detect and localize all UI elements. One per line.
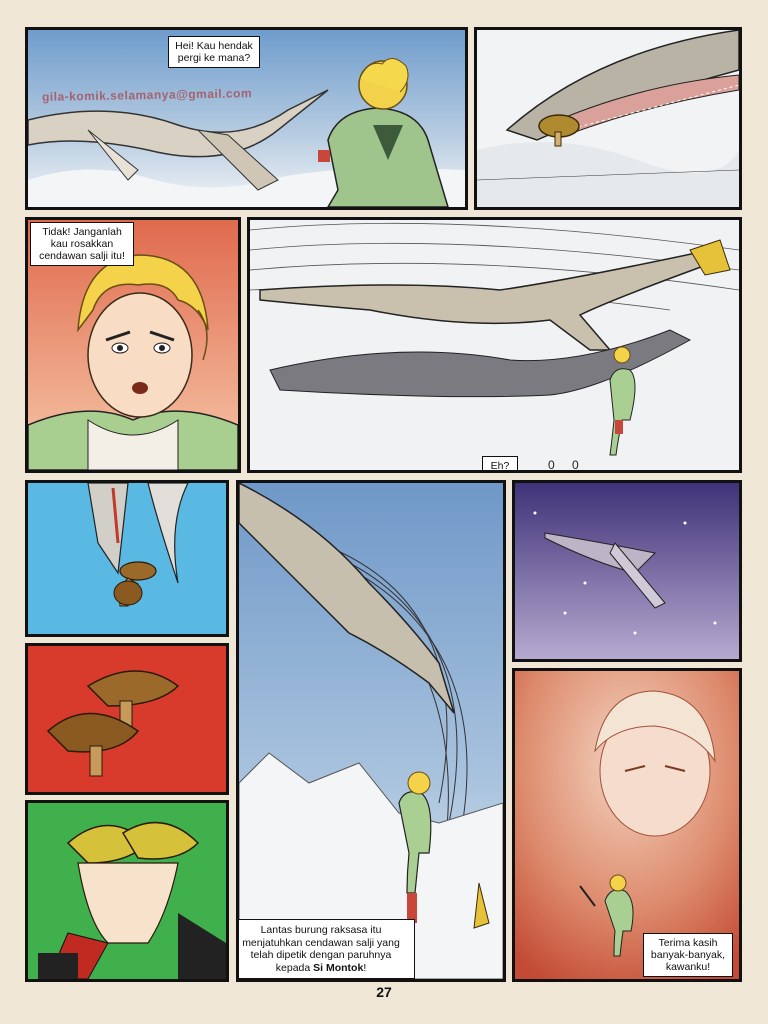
panel-1 <box>25 27 468 210</box>
panel-6-art <box>28 646 226 792</box>
caption-end: ! <box>363 961 367 974</box>
panel-9 <box>512 480 742 662</box>
sfx-text-1: 0 <box>548 458 555 472</box>
caption-text: Lantas burung raksasa itu menjatuhkan cendawan salji yang telah dipetik dengan paruhnya kepada <box>242 924 400 974</box>
panel-4 <box>247 217 742 473</box>
panel-6 <box>25 643 229 795</box>
watermark-text: gila-komik.selamanya@gmail.com <box>41 86 253 104</box>
panel-5 <box>25 480 229 637</box>
panel-3 <box>25 217 241 473</box>
panel-2 <box>474 27 742 210</box>
panel-7-art <box>28 803 226 979</box>
page-number: 27 <box>376 984 392 1000</box>
panel-10 <box>512 668 742 982</box>
panel-8 <box>236 480 506 982</box>
character-name: Si Montok <box>313 961 364 974</box>
speech-bubble-p1: Hei! Kau hendak pergi ke mana? <box>168 36 260 68</box>
panel-7 <box>25 800 229 982</box>
panel-9-art <box>515 483 739 659</box>
panel-4-art <box>250 220 739 470</box>
panel-2-art <box>477 30 739 207</box>
narration-caption <box>236 919 415 979</box>
panel-5-art <box>28 483 226 634</box>
speech-bubble-p3: Tidak! Janganlah kau rosakkan cendawan salji itu! <box>30 222 134 266</box>
panel-8-art <box>239 483 503 979</box>
sfx-text-2: 0 <box>572 458 579 472</box>
speech-bubble-p10: Terima kasih banyak-banyak, kawanku! <box>643 933 733 977</box>
speech-bubble-p4: Eh? <box>482 456 518 473</box>
